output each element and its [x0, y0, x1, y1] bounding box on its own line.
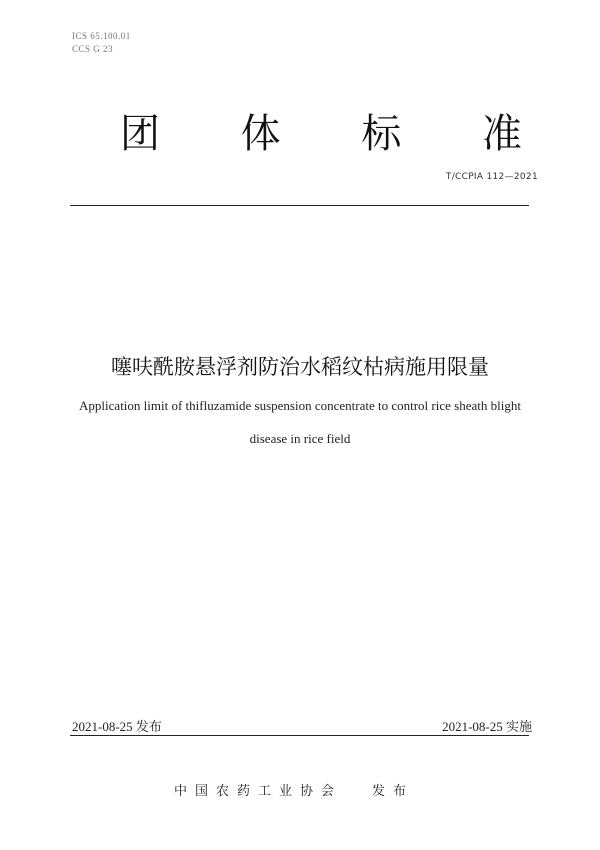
title-char: 团 [120, 111, 160, 157]
top-divider [70, 205, 529, 206]
title-char: 标 [361, 111, 402, 157]
publisher-name: 中国农药工业协会 [174, 784, 343, 799]
document-title-en-line1: Application limit of thifluzamide suspension concentrate to control rice sheath blight [79, 398, 521, 413]
title-char: 准 [481, 111, 522, 157]
ccs-code: CCS G 23 [72, 44, 114, 54]
classification-codes [72, 30, 131, 56]
standard-type-title [120, 108, 522, 160]
implementation-date: 2021-08-25 实施 [442, 719, 532, 734]
publish-label: 发布 [372, 784, 415, 799]
document-title-en-line2: disease in rice field [249, 431, 351, 446]
ics-code: ICS 65.100.01 [72, 31, 131, 41]
standard-number: T/CCPIA 112—2021 [445, 172, 538, 182]
document-title-cn: 噻呋酰胺悬浮剂防治水稻纹枯病施用限量 [111, 355, 489, 379]
title-char: 体 [240, 111, 281, 157]
bottom-divider [70, 735, 529, 736]
issue-date: 2021-08-25 发布 [72, 719, 162, 734]
